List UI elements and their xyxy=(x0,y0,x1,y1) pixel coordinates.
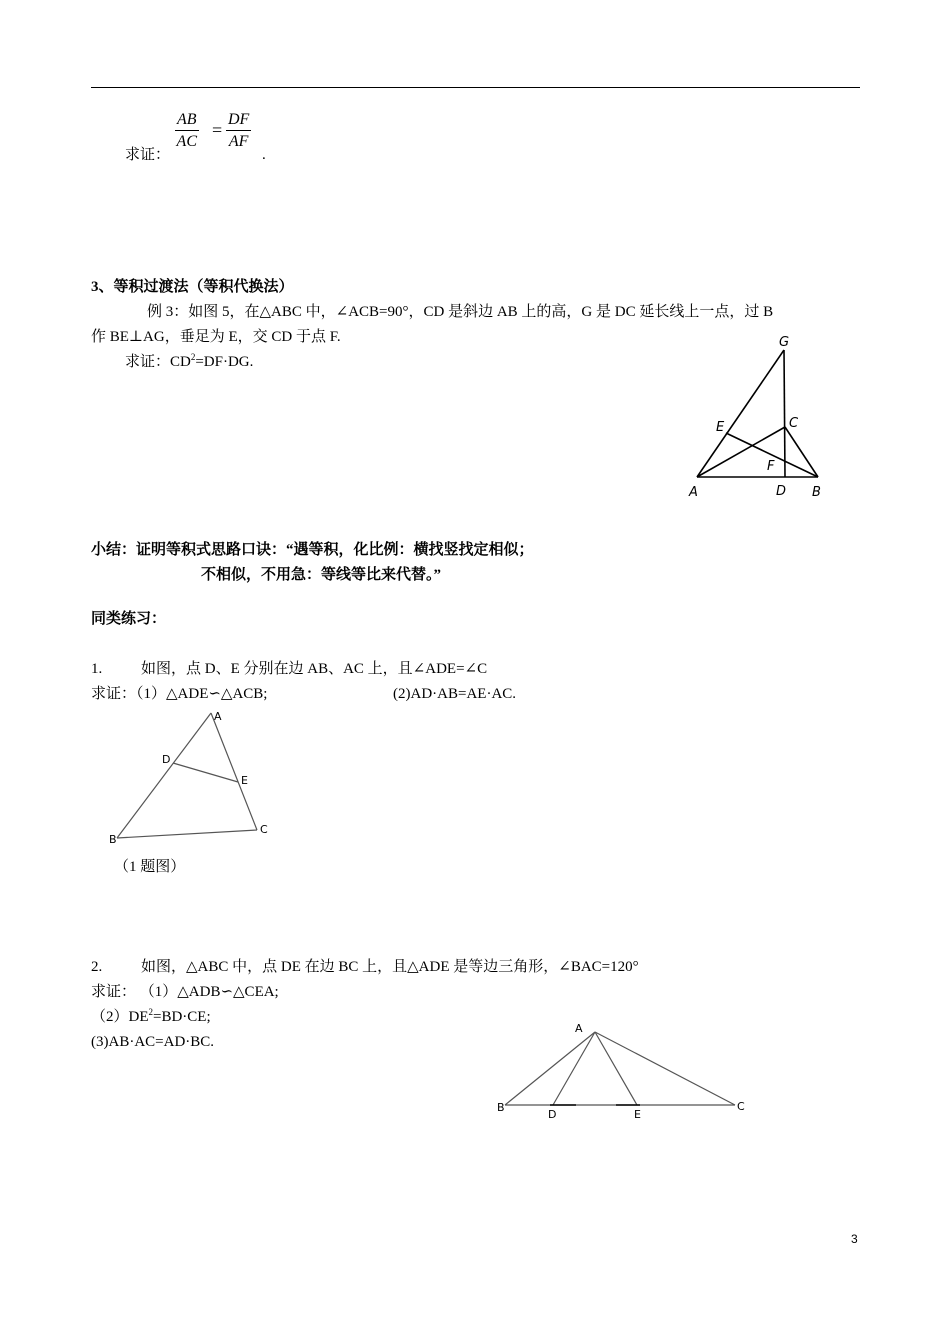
p2-line-ab xyxy=(505,1032,595,1105)
p1-label-e: E xyxy=(241,774,248,787)
fraction-period: . xyxy=(262,147,266,163)
example-3-line1: 例 3：如图 5，在△ABC 中，∠ACB=90°，CD 是斜边 AB 上的高，G 是 DC 延长线上一点，过 B xyxy=(147,304,774,320)
p1-label-b: B xyxy=(109,833,117,846)
fig5-label-c: C xyxy=(789,416,799,431)
p2-number: 2. xyxy=(91,959,103,975)
example-3-line2: 作 BE⊥AG，垂足为 E，交 CD 于点 F. xyxy=(91,329,341,345)
p2-figure xyxy=(490,1015,760,1125)
p1-text: 如图，点 D、E 分别在边 AB、AC 上，且∠ADE=∠C xyxy=(141,661,488,677)
fraction-ab-ac xyxy=(175,110,199,153)
fig5-label-b: B xyxy=(812,485,821,500)
section-3-title: 3、等积过渡法（等积代换法） xyxy=(91,279,294,295)
summary-line2: 不相似，不用急：等线等比来代替。” xyxy=(201,567,442,583)
p1-label-d: D xyxy=(162,753,171,766)
p1-line-ab xyxy=(117,713,211,838)
prove-exponent: 2 xyxy=(190,352,196,362)
fraction-left-den: AC xyxy=(176,133,197,150)
page-number: 3 xyxy=(851,1232,858,1246)
example-3-prove xyxy=(125,353,253,371)
p2-prove-2-rest: =BD·CE; xyxy=(153,1009,211,1025)
header-rule xyxy=(91,87,860,88)
fig5-label-f: F xyxy=(767,459,775,474)
p2-label-a: A xyxy=(575,1022,583,1035)
p2-prove-2-exponent: 2 xyxy=(148,1007,153,1017)
p1-caption: （1 题图） xyxy=(114,859,186,875)
p1-line-de xyxy=(173,763,238,782)
practice-title: 同类练习： xyxy=(91,611,167,627)
fraction-right-den: AF xyxy=(228,133,249,150)
fig5-label-e: E xyxy=(716,420,725,435)
p2-label-b: B xyxy=(497,1101,505,1114)
p2-prove-3: (3)AB·AC=AD·BC. xyxy=(91,1034,215,1050)
p2-prove-1: 求证： （1）△ADB∽△CEA; xyxy=(91,984,279,1000)
p1-label-c: C xyxy=(260,823,268,836)
figure-5 xyxy=(680,330,840,505)
fraction-equals: = xyxy=(212,120,223,140)
p1-prove-2: (2)AD·AB=AE·AC. xyxy=(393,686,517,702)
fig5-label-d: D xyxy=(776,484,787,499)
p1-figure xyxy=(100,705,280,850)
p1-number: 1. xyxy=(91,661,103,677)
fraction-right-num: DF xyxy=(226,110,251,131)
p2-prove-2-de: （2）DE xyxy=(91,1009,149,1025)
p2-label-e: E xyxy=(634,1108,641,1121)
fraction-df-af xyxy=(226,110,251,153)
p1-line-ac xyxy=(211,713,257,830)
p1-label-a: A xyxy=(214,710,222,723)
p2-text: 如图，△ABC 中，点 DE 在边 BC 上，且△ADE 是等边三角形，∠BAC=120° xyxy=(141,959,639,975)
fig5-line-ag xyxy=(697,350,784,477)
fig5-label-g: G xyxy=(779,335,790,350)
p1-line-bc xyxy=(117,830,257,838)
fraction-left-num: AB xyxy=(175,110,199,131)
prove-cd: 求证：CD xyxy=(125,354,191,370)
summary-line1: 小结：证明等积式思路口诀：“遇等积，化比例：横找竖找定相似； xyxy=(91,542,534,558)
fig5-label-a: A xyxy=(689,485,698,500)
p2-prove-2 xyxy=(91,1008,211,1026)
p1-prove-1: 求证：（1）△ADE∽△ACB; xyxy=(91,686,268,702)
p2-label-c: C xyxy=(737,1100,745,1113)
p2-line-ad xyxy=(553,1032,595,1105)
prove-rest: =DF·DG. xyxy=(195,354,254,370)
p2-label-d: D xyxy=(548,1108,557,1121)
fig5-line-gd xyxy=(784,350,785,477)
prove-prefix: 求证： xyxy=(125,147,171,163)
